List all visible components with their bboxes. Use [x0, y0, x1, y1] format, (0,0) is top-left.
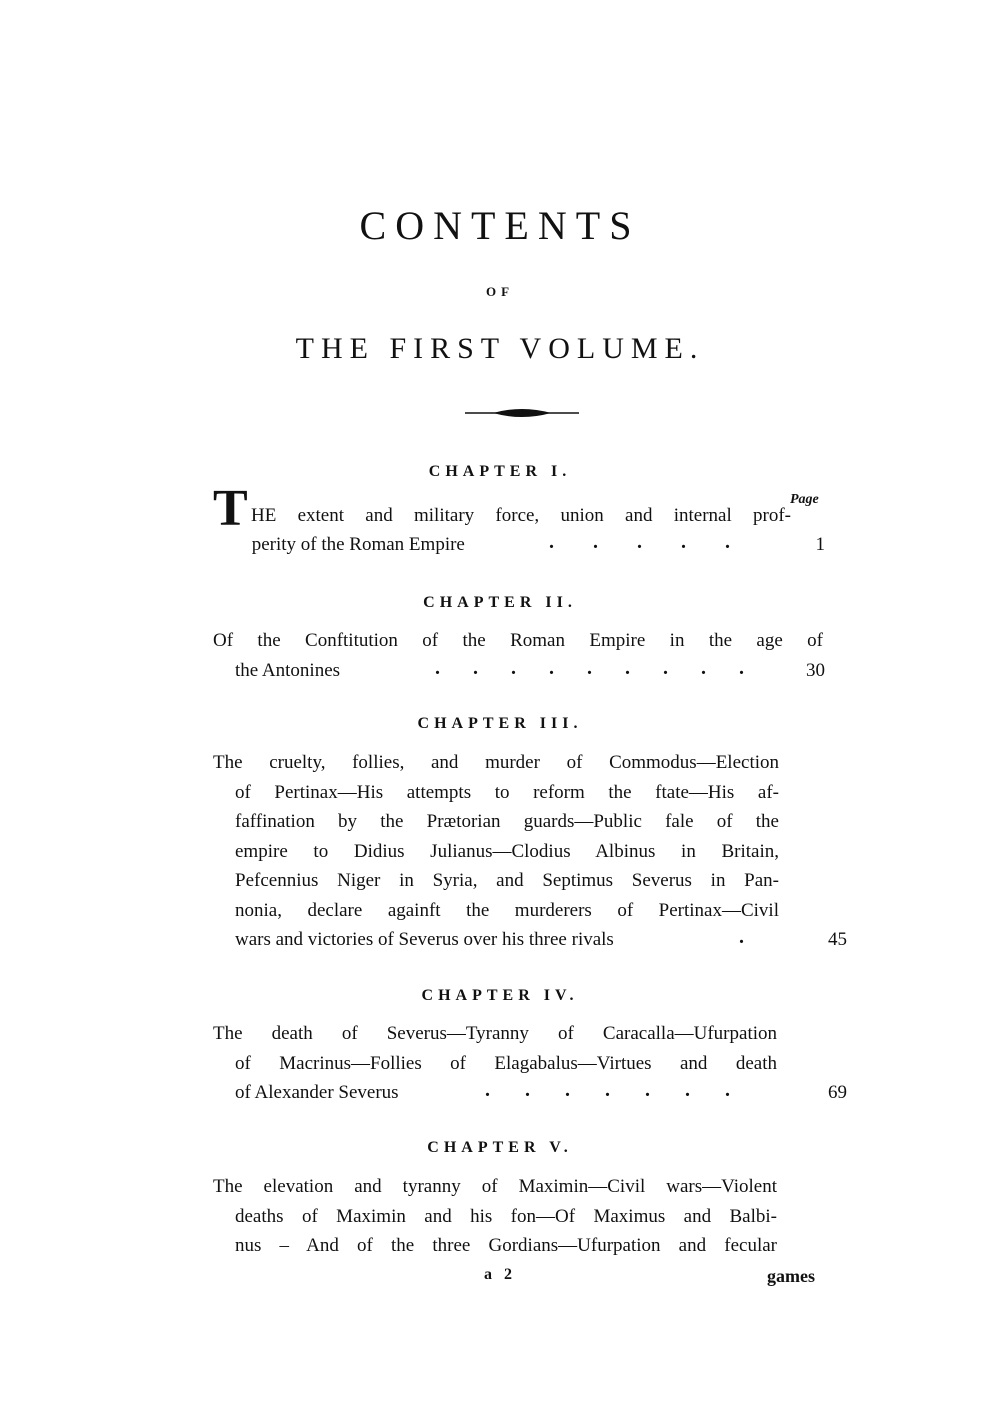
- ornament-rule: [465, 404, 579, 422]
- toc-entry-4[interactable]: The death of Severus—Tyranny of Caracalla—Ufurpation of Macrinus—Follies of Elagabalus—Virtues and death of Alexander Severus . . . . . . . 69: [213, 1019, 777, 1108]
- page-number: 30: [806, 659, 825, 681]
- chapter-heading-2: CHAPTER II.: [423, 594, 577, 611]
- catchword: games: [767, 1266, 815, 1286]
- entry-line: faffination by the Prætorian guards—Public fale of the: [235, 811, 779, 832]
- entry-line: deaths of Maximin and his fon—Of Maximus and Balbi-: [235, 1205, 777, 1227]
- entry-line: The death of Severus—Tyranny of Caracalla—Ufurpation: [213, 1023, 777, 1044]
- entry-line: wars and victories of Severus over his three rivals: [235, 929, 614, 950]
- page-number: 69: [828, 1082, 847, 1103]
- toc-entry-5[interactable]: [213, 1172, 777, 1261]
- page-column-label: Page: [790, 492, 819, 507]
- entry-line: perity of the Roman Empire: [251, 533, 465, 555]
- toc-entry-3[interactable]: The cruelty, follies, and murder of Commodus—Election of Pertinax—His attempts to reform the ftate—His af- faffination by the Prætorian guards—Public fale of the empire to Didius Julianus—Clodius Albinus in Britain, Pefcennius Niger in Syria, and Septimus Severus in Pan- nonia, declare againft the murderers of Pertinax—Civil wars and victories of Severus over his three rivals . 45: [213, 748, 779, 955]
- entry-line: The elevation and tyranny of Maximin—Civil wars—Violent: [213, 1176, 777, 1197]
- chapter-heading-5: CHAPTER V.: [427, 1139, 573, 1156]
- chapter-heading-4: CHAPTER IV.: [421, 987, 579, 1004]
- chapter-heading-1: CHAPTER I.: [428, 463, 572, 480]
- entry-line: nonia, declare againft the murderers of Pertinax—Civil: [235, 899, 779, 921]
- page-number: 45: [828, 929, 847, 950]
- page-number: 1: [815, 533, 825, 555]
- entry-line: of Macrinus—Follies of Elagabalus—Virtues and death: [235, 1052, 777, 1074]
- entry-line: Of the Conftitution of the Roman Empire in the age of: [213, 630, 823, 651]
- entry-line: of Pertinax—His attempts to reform the ftate—His af-: [235, 781, 779, 803]
- entry-line: of Alexander Severus: [235, 1082, 399, 1103]
- toc-entry-1[interactable]: T HE extent and military force, union and internal prof- perity of the Roman Empire . . . . . 1: [213, 488, 823, 547]
- toc-entry-2[interactable]: Of the Conftitution of the Roman Empire in the age of the Antonines . . . . . . . . . 30: [213, 626, 823, 685]
- entry-line: The cruelty, follies, and murder of Commodus—Election: [213, 752, 779, 773]
- volume-title: THE FIRST VOLUME.: [295, 332, 705, 365]
- entry-line: HE extent and military force, union and internal prof-: [251, 505, 791, 526]
- page-title: CONTENTS: [359, 203, 641, 248]
- entry-line: Pefcennius Niger in Syria, and Septimus Severus in Pan-: [235, 870, 779, 891]
- entry-line: the Antonines: [235, 659, 341, 681]
- entry-line: empire to Didius Julianus—Clodius Albinus in Britain,: [235, 840, 779, 862]
- drop-cap: T: [213, 480, 248, 537]
- entry-line: nus – And of the three Gordians—Ufurpation and fecular: [235, 1235, 777, 1256]
- chapter-heading-3: CHAPTER III.: [417, 715, 583, 732]
- signature-mark: a 2: [484, 1266, 516, 1283]
- title-of: OF: [485, 284, 515, 299]
